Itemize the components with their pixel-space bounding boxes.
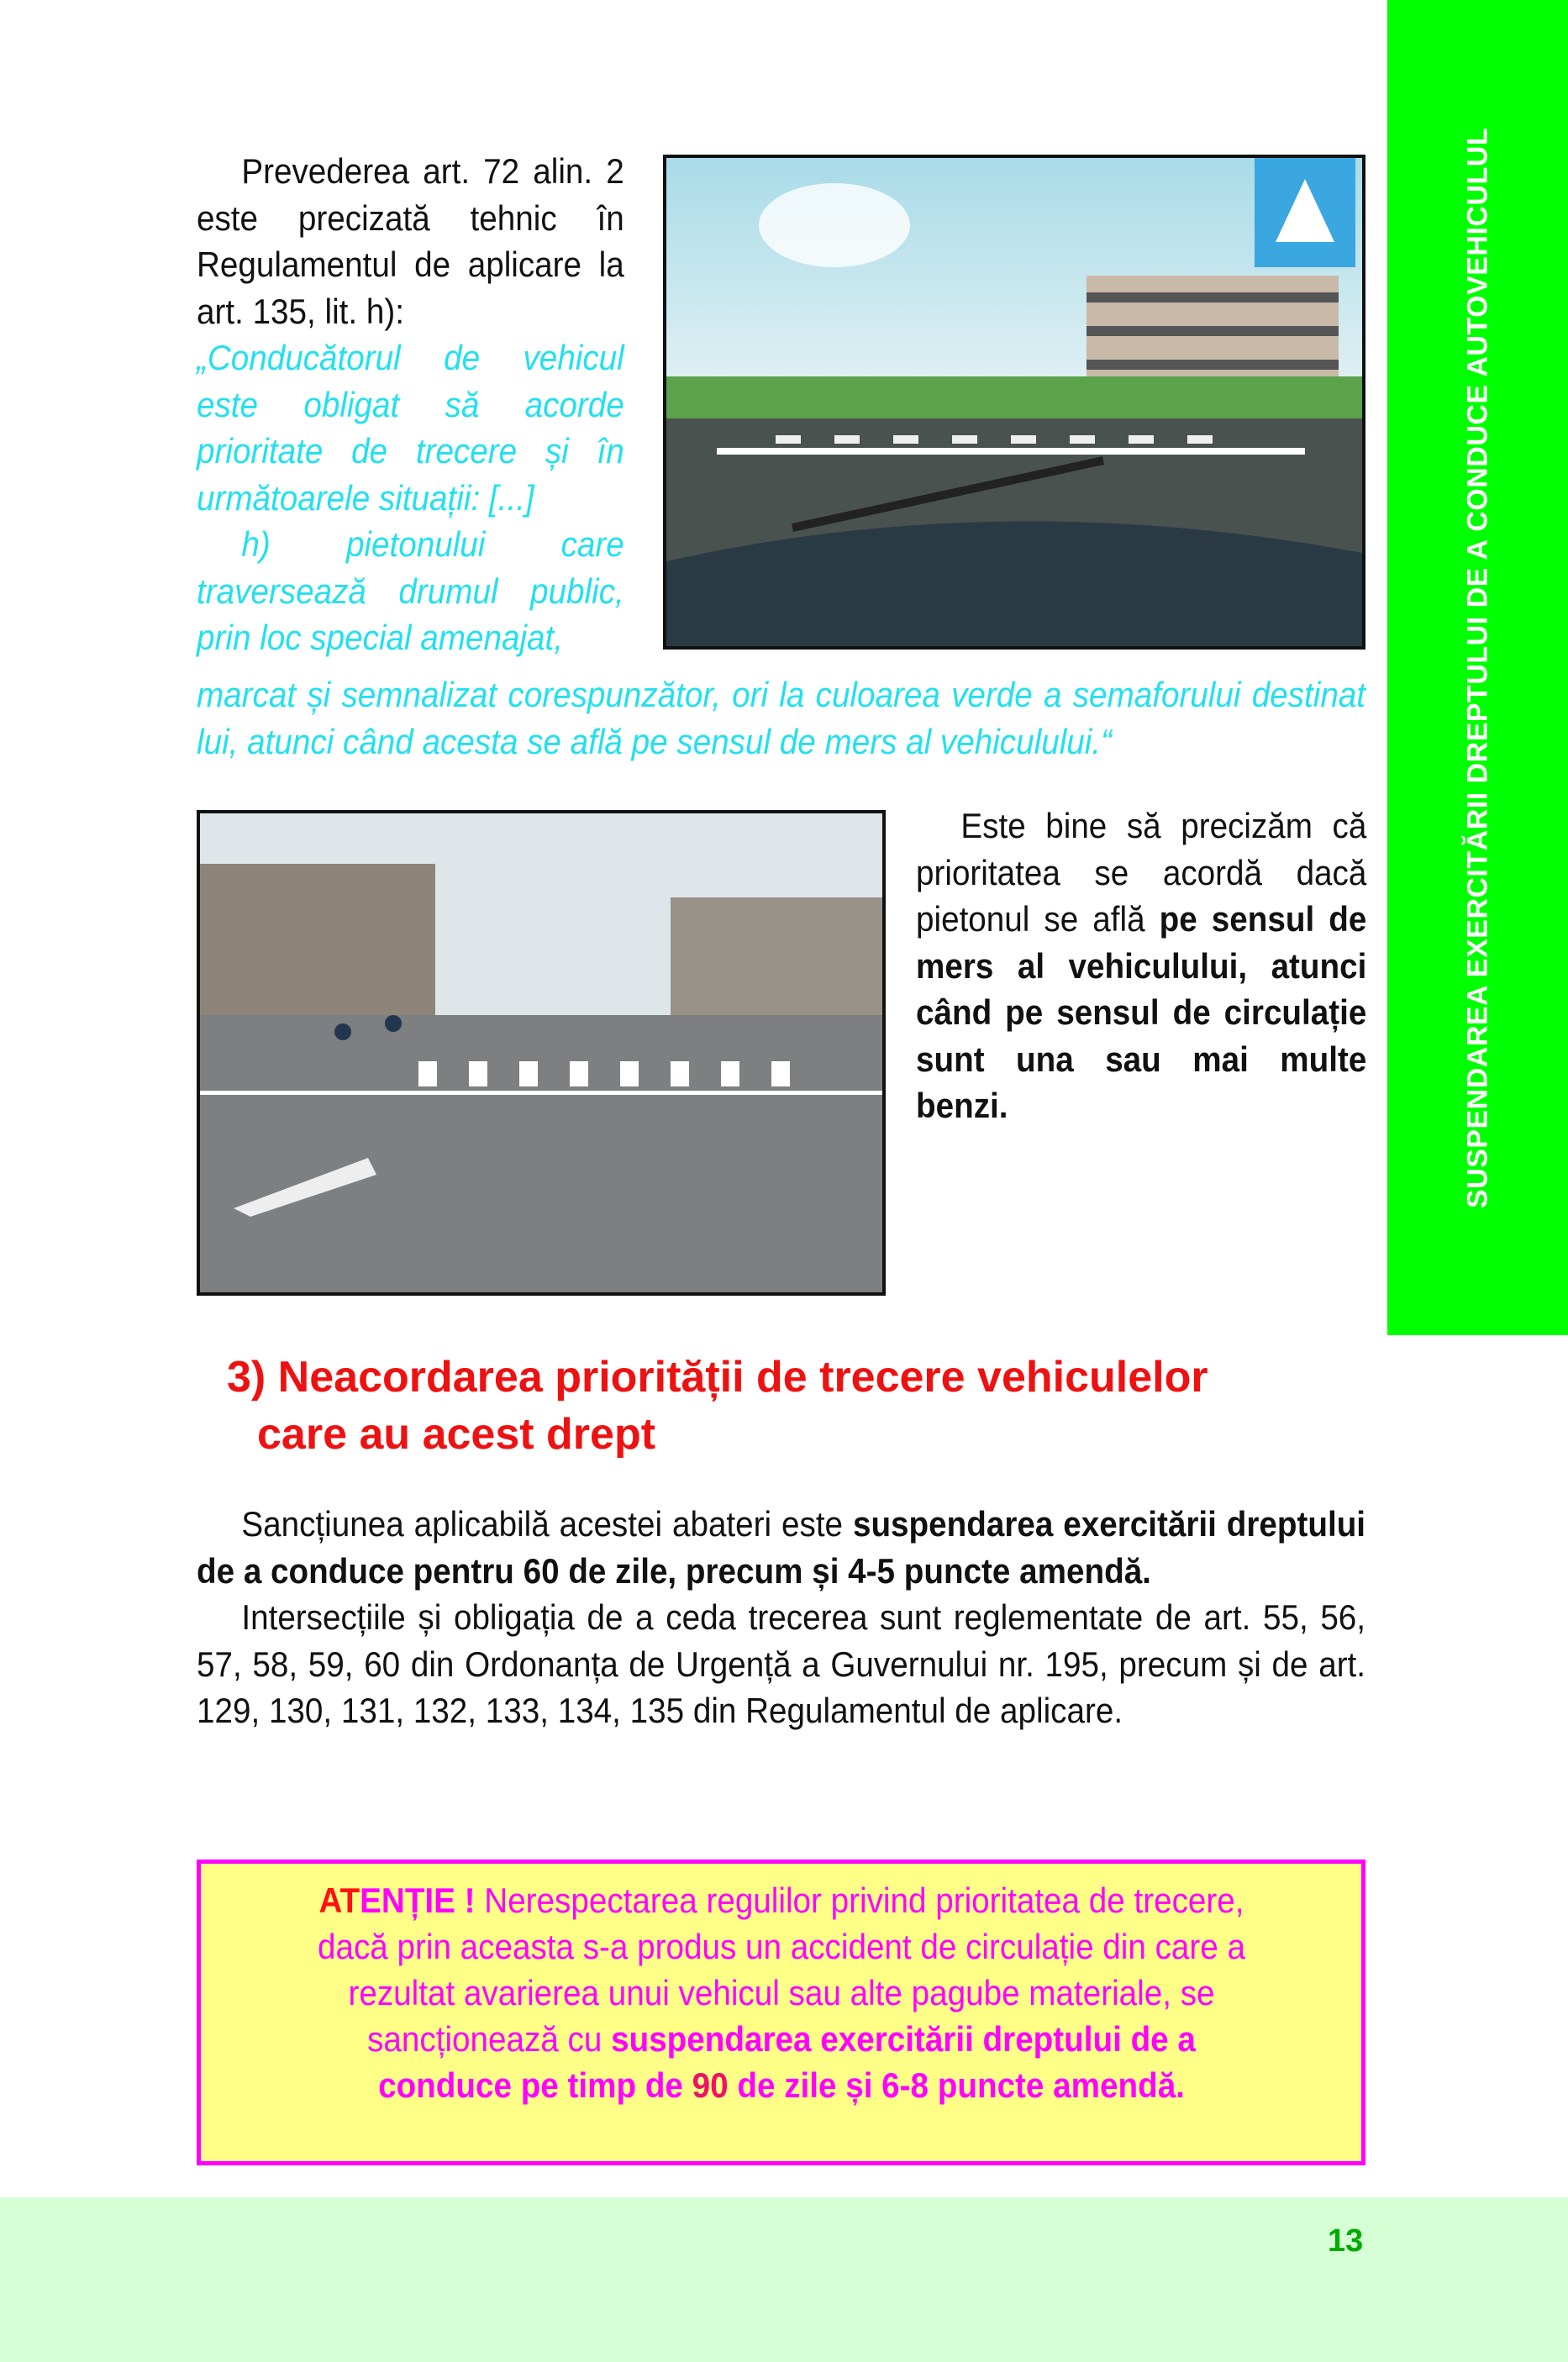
photo-pedestrian-crossing [197,810,886,1296]
heading-line-2: care au acest drept [257,1410,656,1459]
intro-quote-2a: h) pietonului care traversează drumul public, prin loc special amenajat, [197,524,624,657]
warning-label-rest: ENȚIE ! [359,1881,476,1920]
para1-bold: suspendarea exercitării dreptului de a conduce pentru 60 de zile, precum și 4-5 puncte amendă. [197,1504,1366,1591]
side-note-bold: pe sensul de mers al vehiculului, atunci când pe sensul de circulație sunt una sau mai multe benzi. [916,899,1367,1125]
para1-normal: Sancțiunea aplicabilă acestei abateri este [241,1504,853,1544]
section-heading [227,1349,1361,1463]
warning-bold-1: suspendarea exercitării dreptului de a conduce pe timp de [377,2019,1196,2105]
photo-crosswalk-from-car [663,155,1365,650]
page-footer [0,2197,1568,2362]
legal-references: Intersecțiile și obligația de a ceda trecerea sunt reglementate de art. 55, 56, 57, 58, 59, 60 din Ordonanța de Urgență a Guvernului nr. 195, precum și de art. 129, 130, 131, 132, 133, 134, 135 din Regulamentul de aplicare. [197,1597,1366,1730]
side-note [916,802,1366,1129]
intro-quote-1: „Conducătorul de vehicul este obligat să acorde prioritate de trecere și în următoarele situații: [...] [197,338,624,518]
heading-line-1: 3) Neacordarea priorității de trecere vehiculelor [227,1353,1208,1402]
warning-days: 90 [692,2065,729,2105]
intro-quote-2b: marcat și semnalizat corespunzător, ori la culoarea verde a semaforului destinat lui, atunci când acesta se află pe sensul de mers al vehiculului.“ [197,675,1366,761]
side-note-normal: Este bine să precizăm că prioritatea se acordă dacă pietonul se află [916,806,1367,939]
page-number: 13 [1328,2223,1364,2259]
chapter-title: SUSPENDAREA EXERCITĂRII DREPTULUI DE A CONDUCE AUTOVEHICULUL [1461,127,1493,1208]
warning-text: Nerespectarea regulilor privind prioritatea de trecere, dacă prin aceasta s-a produs un accident de circulație din care a rezultat avarierea unui vehicul sau alte pagube materiale, se sancționează cu [317,1881,1245,2059]
chapter-sidebar [1387,0,1568,1335]
warning-label-red: AT [318,1881,360,1920]
warning-bold-2: de zile și 6-8 puncte amendă. [728,2065,1185,2105]
sanction-paragraph [197,1501,1365,1734]
intro-normal: Prevederea art. 72 alin. 2 este precizată tehnic în Regulamentul de aplicare la art. 135, lit. h): [197,151,624,331]
intro-text [197,148,624,661]
warning-box [197,1860,1365,2165]
